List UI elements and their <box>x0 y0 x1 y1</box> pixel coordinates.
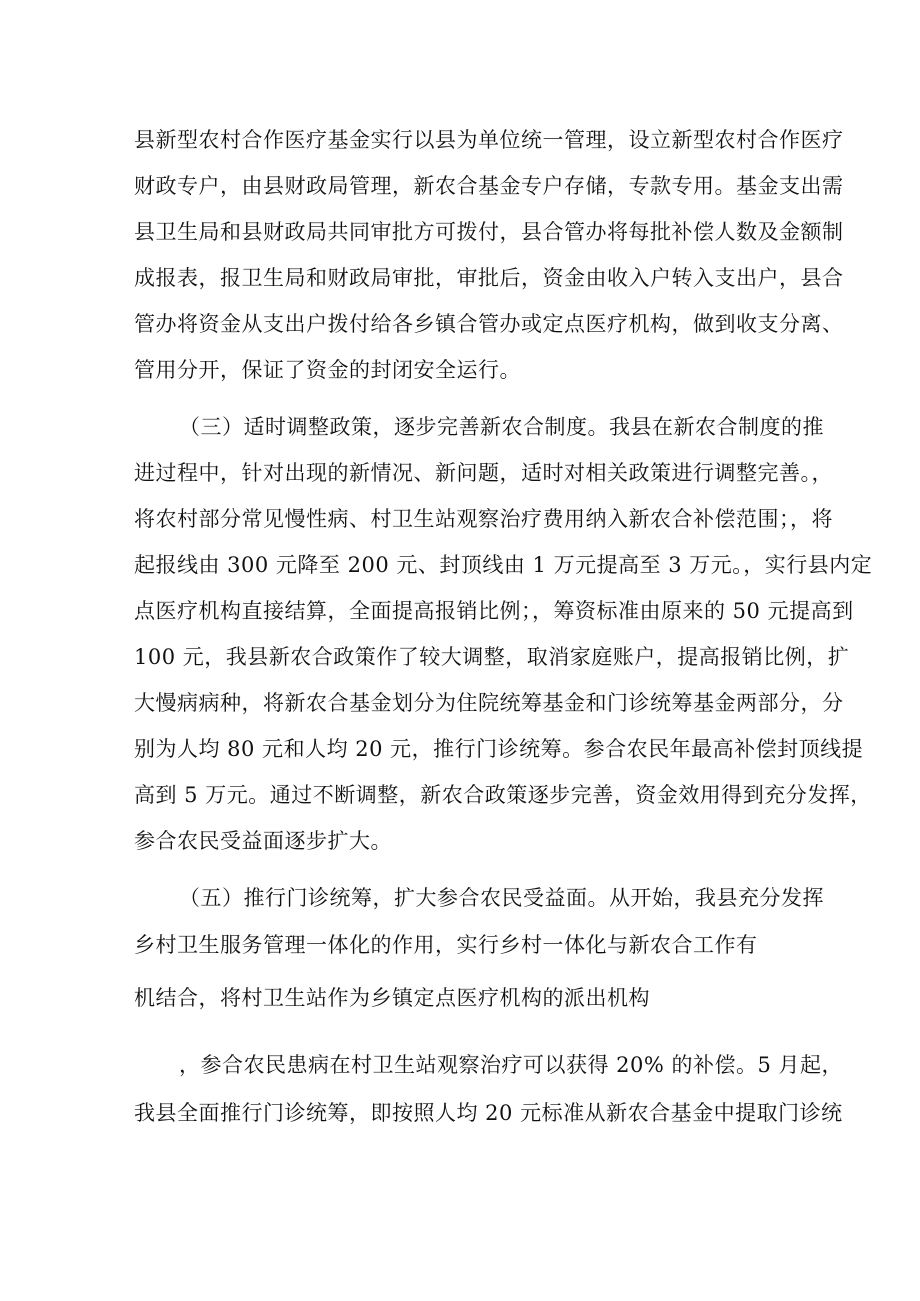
paragraph-line: 别为人均 80 元和人均 20 元，推行门诊统筹。参合农民年最高补偿封顶线提 <box>134 737 864 761</box>
paragraph-line: 高到 5 万元。通过不断调整，新农合政策逐步完善，资金效用得到充分发挥， <box>134 783 872 807</box>
paragraph-line: 县卫生局和县财政局共同审批方可拨付，县合管办将每批补偿人数及金额制 <box>134 220 844 244</box>
paragraph-line: 成报表，报卫生局和财政局审批，审批后，资金由收入户转入支出户，县合 <box>134 266 844 290</box>
paragraph-line: 乡村卫生服务管理一体化的作用，实行乡村一体化与新农合工作有 <box>134 933 758 957</box>
section-heading-line: （五）推行门诊统筹，扩大参合农民受益面。从开始，我县充分发挥 <box>179 886 824 910</box>
paragraph-line: 机结合，将村卫生站作为乡镇定点医疗机构的派出机构 <box>134 986 650 1010</box>
paragraph-line: 点医疗机构直接结算，全面提高报销比例；，筹资标准由原来的 50 元提高到 <box>134 599 854 623</box>
paragraph-line: 100 元，我县新农合政策作了较大调整，取消家庭账户，提高报销比例，扩 <box>134 645 850 669</box>
paragraph-line: 参合农民受益面逐步扩大。 <box>134 829 392 853</box>
section-heading-line: （三）适时调整政策，逐步完善新农合制度。我县在新农合制度的推 <box>179 415 824 439</box>
paragraph-line: 我县全面推行门诊统筹，即按照人均 20 元标准从新农合基金中提取门诊统 <box>134 1101 843 1125</box>
paragraph-line: 大慢病病种，将新农合基金划分为住院统筹基金和门诊统筹基金两部分，分 <box>134 691 844 715</box>
paragraph-line: 将农村部分常见慢性病、村卫生站观察治疗费用纳入新农合补偿范围；，将 <box>134 507 833 531</box>
paragraph-line: 进过程中，针对出现的新情况、新问题，适时对相关政策进行调整完善。， <box>134 461 833 485</box>
paragraph-line: ，参合农民患病在村卫生站观察治疗可以获得 20% 的补偿。5 月起， <box>179 1053 844 1077</box>
paragraph-line: 管用分开，保证了资金的封闭安全运行。 <box>134 358 521 382</box>
paragraph-line: 财政专户，由县财政局管理，新农合基金专户存储，专款专用。基金支出需 <box>134 174 844 198</box>
paragraph-line: 管办将资金从支出户拨付给各乡镇合管办或定点医疗机构，做到收支分离、 <box>134 312 844 336</box>
paragraph-line: 起报线由 300 元降至 200 元、封顶线由 1 万元提高至 3 万元。，实行县内定 <box>134 553 873 577</box>
paragraph-line: 县新型农村合作医疗基金实行以县为单位统一管理，设立新型农村合作医疗 <box>134 128 844 152</box>
